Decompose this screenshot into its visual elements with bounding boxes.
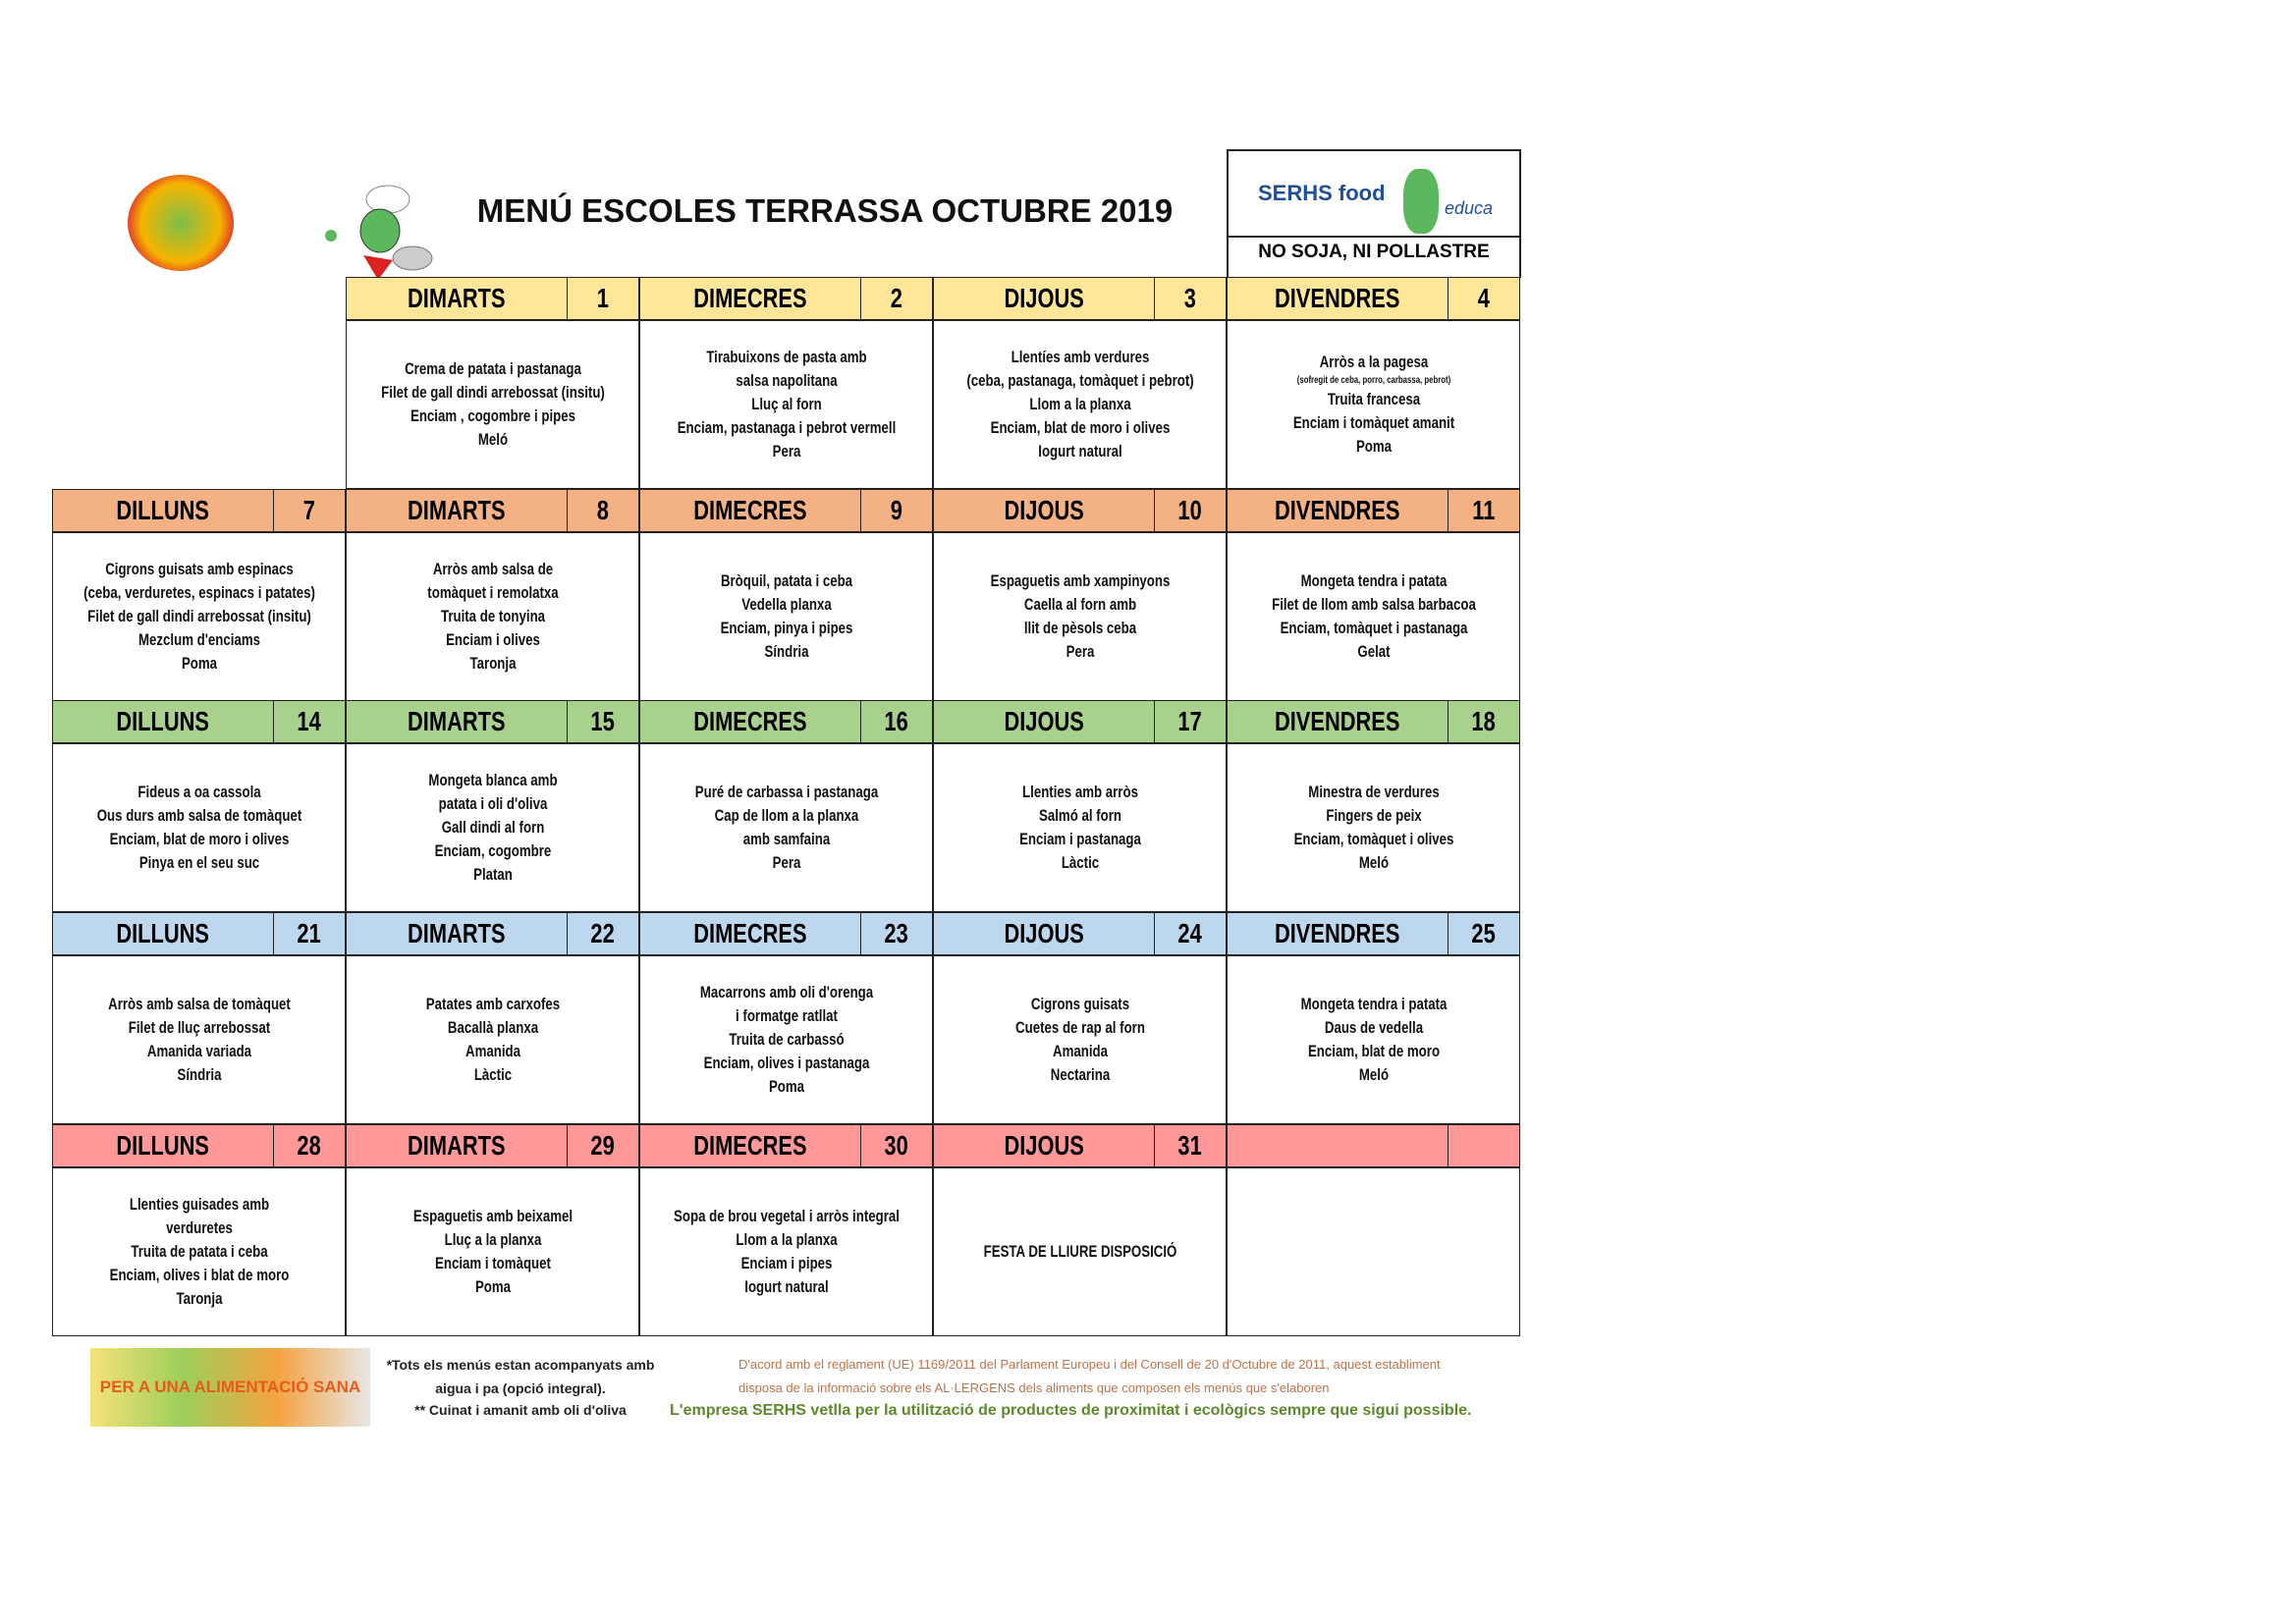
menu-item: Filet de gall dindi arrebossat (insitu) xyxy=(86,607,311,625)
menu-item: Taronja xyxy=(469,654,516,673)
day-menu xyxy=(639,743,933,912)
menu-item: Enciam, cogombre xyxy=(434,841,551,860)
day-name xyxy=(640,278,861,319)
menu-item: Enciam, olives i blat de moro xyxy=(109,1266,289,1284)
menu-item: Enciam, tomàquet i pastanaga xyxy=(1280,619,1467,637)
menu-item: Salmó al forn xyxy=(1038,806,1121,825)
day-name-text: DIMECRES xyxy=(693,495,807,525)
day-header xyxy=(1227,700,1520,743)
day-menu xyxy=(933,743,1227,912)
menu-item: Poma xyxy=(768,1077,804,1096)
frog-mascot-icon xyxy=(1403,169,1439,234)
menu-item: Cigrons guisats xyxy=(1030,995,1129,1013)
day-name-text: DIJOUS xyxy=(1004,918,1084,948)
day-name xyxy=(53,490,274,531)
day-name xyxy=(1228,913,1449,954)
menu-item: Gall dindi al forn xyxy=(441,818,544,837)
day-number xyxy=(568,701,638,742)
menu-item: Daus de vedella xyxy=(1324,1018,1423,1037)
day-number-text: 15 xyxy=(590,706,616,736)
day-name-text: DIVENDRES xyxy=(1275,283,1400,313)
day-number xyxy=(1449,913,1519,954)
day-header xyxy=(639,700,933,743)
day-header xyxy=(346,700,639,743)
day-number-text: 1 xyxy=(596,283,610,313)
day-number-text: 8 xyxy=(596,495,610,525)
day-name-text: DIMECRES xyxy=(693,283,807,313)
day-number-text: 22 xyxy=(590,918,616,948)
day-name-text: DIMARTS xyxy=(408,495,506,525)
menu-item: Síndria xyxy=(177,1065,221,1084)
page-title: MENÚ ESCOLES TERRASSA OCTUBRE 2019 xyxy=(476,192,1174,229)
menu-items xyxy=(644,569,928,664)
day-name-text: DIJOUS xyxy=(1004,706,1084,736)
menu-item: Enciam, tomàquet i olives xyxy=(1293,830,1453,848)
day-name xyxy=(934,490,1155,531)
day-number xyxy=(1449,490,1519,531)
day-name xyxy=(347,278,568,319)
day-menu xyxy=(933,1167,1227,1336)
day-header xyxy=(52,912,346,955)
day-number xyxy=(274,913,345,954)
day-name-text: DILLUNS xyxy=(116,495,210,525)
menu-item: Arròs amb salsa de tomàquet xyxy=(107,995,291,1013)
day-menu xyxy=(52,743,346,912)
menu-item: Bacallà planxa xyxy=(447,1018,538,1037)
day-number xyxy=(1155,913,1226,954)
menu-item: Mongeta tendra i patata xyxy=(1300,571,1447,590)
day-name xyxy=(1228,278,1449,319)
menu-item: Amanida xyxy=(465,1042,520,1060)
day-number-text: 25 xyxy=(1471,918,1497,948)
menu-item: Mezclum d'enciams xyxy=(137,630,260,649)
menu-item: Patates amb carxofes xyxy=(425,995,560,1013)
menu-item: Enciam i tomàquet xyxy=(434,1254,551,1272)
menu-item: Filet de llom amb salsa barbacoa xyxy=(1271,595,1476,614)
day-header xyxy=(933,912,1227,955)
menu-items xyxy=(57,1193,341,1311)
day-header xyxy=(639,1124,933,1167)
day-number xyxy=(568,913,638,954)
day-header xyxy=(933,1124,1227,1167)
menu-item: Pera xyxy=(772,853,800,872)
menu-item: Enciam, olives i pastanaga xyxy=(703,1054,869,1072)
menu-items xyxy=(57,993,341,1087)
day-name xyxy=(53,913,274,954)
day-number-text: 2 xyxy=(890,283,903,313)
menu-item: Filet de gall dindi arrebossat (insitu) xyxy=(380,383,605,402)
menu-item: Tirabuixons de pasta amb xyxy=(705,348,867,366)
day-name-text: DIMARTS xyxy=(408,283,506,313)
menu-item: Espaguetis amb beixamel xyxy=(412,1207,573,1225)
day-number-text: 10 xyxy=(1177,495,1203,525)
day-menu xyxy=(1227,1167,1520,1336)
menu-item: Arròs amb salsa de xyxy=(432,560,553,578)
day-number xyxy=(274,490,345,531)
menu-item: (sofregit de ceba, porro, carbassa, pebrot) xyxy=(1296,375,1450,386)
menu-item: Mongeta blanca amb xyxy=(427,771,558,789)
day-name-text: DIMARTS xyxy=(408,918,506,948)
menu-item: Fideus a oa cassola xyxy=(137,783,261,801)
menu-item: Amanida xyxy=(1052,1042,1108,1060)
menu-item: Poma xyxy=(1355,437,1392,456)
day-header xyxy=(346,1124,639,1167)
day-name xyxy=(1228,701,1449,742)
menu-item: Ous durs amb salsa de tomàquet xyxy=(96,806,301,825)
menu-item: Poma xyxy=(474,1277,511,1296)
day-number-text: 4 xyxy=(1477,283,1491,313)
day-menu xyxy=(52,955,346,1124)
day-number-text: 11 xyxy=(1472,495,1496,525)
menu-item: Enciam, pastanaga i pebrot vermell xyxy=(677,418,896,437)
day-header xyxy=(933,700,1227,743)
menu-item: i formatge ratllat xyxy=(735,1006,838,1025)
alimentem-logo xyxy=(128,175,234,271)
menu-item: FESTA DE LLIURE DISPOSICIÓ xyxy=(983,1242,1176,1261)
menu-items xyxy=(938,1240,1222,1264)
day-name-text: DIJOUS xyxy=(1004,495,1084,525)
menu-item: Truita de tonyina xyxy=(440,607,545,625)
day-name-text: DIVENDRES xyxy=(1275,706,1400,736)
allergen-legal-note: D'acord amb el reglament (UE) 1169/2011 del Parlament Europeu i del Consell de 20 d'Octubre de 2011, aquest establiment disposa de la informació sobre els AL·LERGENS dels aliments que composen els menús que s'elaboren xyxy=(738,1357,1441,1395)
menu-item: Enciam i tomàquet amanit xyxy=(1292,413,1454,432)
day-header xyxy=(1227,489,1520,532)
menu-item: Enciam, blat de moro xyxy=(1307,1042,1440,1060)
day-name xyxy=(347,913,568,954)
menu-item: Platan xyxy=(472,865,513,884)
day-number xyxy=(274,1125,345,1166)
day-menu xyxy=(346,955,639,1124)
day-number xyxy=(1155,490,1226,531)
day-menu xyxy=(52,1167,346,1336)
menu-item: Enciam, blat de moro i olives xyxy=(109,830,289,848)
menu-item: Poma xyxy=(181,654,217,673)
menu-item: amb samfaina xyxy=(742,830,830,848)
menu-item: Crema de patata i pastanaga xyxy=(404,359,581,378)
menu-item: Amanida variada xyxy=(146,1042,251,1060)
menu-items xyxy=(1231,781,1515,875)
day-number-text: 31 xyxy=(1177,1130,1203,1161)
day-header xyxy=(639,912,933,955)
menu-item: Enciam i pipes xyxy=(740,1254,832,1272)
day-name xyxy=(934,1125,1155,1166)
menu-items xyxy=(57,558,341,676)
footnote-oil: ** Cuinat i amanit amb oli d'oliva xyxy=(414,1402,627,1418)
menu-item: Meló xyxy=(477,430,508,449)
day-number-text: 30 xyxy=(884,1130,909,1161)
day-name xyxy=(640,490,861,531)
day-number xyxy=(1155,701,1226,742)
day-menu xyxy=(639,320,933,489)
day-name-text: DIVENDRES xyxy=(1275,918,1400,948)
proximity-note: L'empresa SERHS vetlla per la utilització de productes de proximitat i ecològics sempre que sigui possible. xyxy=(670,1402,1472,1419)
day-number-text: 7 xyxy=(302,495,316,525)
day-name-text: DIMARTS xyxy=(408,706,506,736)
menu-item: Pera xyxy=(772,442,800,460)
menu-item: Nectarina xyxy=(1050,1065,1110,1084)
menu-items xyxy=(938,346,1222,463)
menu-items xyxy=(1231,993,1515,1087)
day-menu xyxy=(346,320,639,489)
day-menu xyxy=(346,1167,639,1336)
day-header xyxy=(933,277,1227,320)
day-menu xyxy=(1227,743,1520,912)
day-number xyxy=(1449,278,1519,319)
day-number-text: 9 xyxy=(890,495,903,525)
day-menu xyxy=(639,1167,933,1336)
day-header xyxy=(52,489,346,532)
menu-item: (ceba, pastanaga, tomàquet i pebrot) xyxy=(965,371,1194,390)
menu-items xyxy=(644,346,928,463)
day-number-text: 29 xyxy=(590,1130,616,1161)
menu-items xyxy=(938,993,1222,1087)
day-name xyxy=(640,701,861,742)
menu-item: Puré de carbassa i pastanaga xyxy=(694,783,878,801)
day-menu xyxy=(346,532,639,701)
menu-item: Pinya en el seu suc xyxy=(138,853,259,872)
educa-logo: educa xyxy=(1445,198,1494,218)
menu-items xyxy=(57,781,341,875)
day-menu xyxy=(1227,320,1520,489)
day-header xyxy=(1227,1124,1520,1167)
menu-item: Enciam i olives xyxy=(445,630,540,649)
day-name-text: DIJOUS xyxy=(1004,283,1084,313)
day-number xyxy=(1155,1125,1226,1166)
menu-items xyxy=(351,1205,634,1299)
day-number xyxy=(861,278,932,319)
day-number xyxy=(1449,701,1519,742)
menu-item: Fingers de peix xyxy=(1325,806,1422,825)
day-header xyxy=(52,1124,346,1167)
menu-item: Mongeta tendra i patata xyxy=(1300,995,1447,1013)
menu-item: Làctic xyxy=(1061,853,1099,872)
menu-item: Enciam i pastanaga xyxy=(1018,830,1141,848)
day-name xyxy=(934,701,1155,742)
menu-item: (ceba, verduretes, espinacs i patates) xyxy=(82,583,315,602)
menu-item: Meló xyxy=(1358,853,1389,872)
menu-item: verduretes xyxy=(165,1218,233,1237)
menu-item: Espaguetis amb xampinyons xyxy=(990,571,1170,590)
day-name xyxy=(347,1125,568,1166)
menu-items xyxy=(644,1205,928,1299)
day-number-text: 28 xyxy=(297,1130,322,1161)
day-name-text: DIMECRES xyxy=(693,1130,807,1161)
menu-items xyxy=(1231,351,1515,459)
menu-item: Truita francesa xyxy=(1327,390,1420,408)
menu-item: tomàquet i remolatxa xyxy=(426,583,559,602)
day-header xyxy=(52,700,346,743)
menu-items xyxy=(351,357,634,452)
day-number-text: 18 xyxy=(1471,706,1497,736)
day-menu xyxy=(346,743,639,912)
menu-item: Llom a la planxa xyxy=(1028,395,1131,413)
serhs-logo: SERHS food xyxy=(1258,181,1386,205)
menu-item: Truita de patata i ceba xyxy=(130,1242,268,1261)
menu-item: Sopa de brou vegetal i arròs integral xyxy=(673,1207,900,1225)
day-number xyxy=(861,701,932,742)
menu-item: Làctic xyxy=(473,1065,512,1084)
day-name xyxy=(640,913,861,954)
menu-item: Minestra de verdures xyxy=(1307,783,1440,801)
menu-item: Cigrons guisats amb espinacs xyxy=(104,560,294,578)
menu-item: Vedella planxa xyxy=(740,595,832,614)
day-menu xyxy=(639,532,933,701)
menu-item: Meló xyxy=(1358,1065,1389,1084)
day-number-text: 23 xyxy=(884,918,909,948)
healthy-food-banner: PER A UNA ALIMENTACIÓ SANA xyxy=(90,1348,370,1427)
day-header xyxy=(346,912,639,955)
day-name xyxy=(934,278,1155,319)
day-name-text: DIVENDRES xyxy=(1275,495,1400,525)
day-menu xyxy=(933,955,1227,1124)
menu-items xyxy=(1231,569,1515,664)
day-header xyxy=(639,277,933,320)
menu-items xyxy=(351,769,634,887)
menu-item: Lluç a la planxa xyxy=(444,1230,541,1249)
serhs-logo-box xyxy=(1227,149,1521,278)
day-number xyxy=(1449,1125,1519,1166)
day-number-text: 17 xyxy=(1177,706,1203,736)
day-menu xyxy=(639,955,933,1124)
menu-item: Llenties guisades amb xyxy=(129,1195,269,1214)
day-header xyxy=(933,489,1227,532)
day-menu xyxy=(1227,532,1520,701)
day-number xyxy=(568,278,638,319)
day-number-text: 16 xyxy=(884,706,909,736)
menu-item: Iogurt natural xyxy=(1037,442,1122,460)
menu-items xyxy=(351,993,634,1087)
menu-item: Macarrons amb oli d'orenga xyxy=(699,983,873,1001)
day-menu xyxy=(52,532,346,701)
menu-item: Caella al forn amb xyxy=(1023,595,1136,614)
allergen-notice: NO SOJA, NI POLLASTRE xyxy=(1258,242,1490,262)
chef-frog-mascot-icon xyxy=(319,182,437,280)
menu-item: llit de pèsols ceba xyxy=(1023,619,1136,637)
day-number xyxy=(1155,278,1226,319)
day-header xyxy=(346,277,639,320)
menu-item: Taronja xyxy=(176,1289,222,1308)
menu-item: Llom a la planxa xyxy=(735,1230,838,1249)
footnote-drinks: *Tots els menús estan acompanyats amb aigua i pa (opció integral). xyxy=(386,1357,655,1396)
day-name xyxy=(53,1125,274,1166)
day-name xyxy=(347,490,568,531)
day-header xyxy=(346,489,639,532)
menu-item: salsa napolitana xyxy=(735,371,838,390)
day-number xyxy=(568,1125,638,1166)
menu-items xyxy=(351,558,634,676)
menu-item: Llentíes amb verdures xyxy=(1011,348,1149,366)
menu-items xyxy=(938,569,1222,664)
day-number xyxy=(861,1125,932,1166)
day-name-text: DILLUNS xyxy=(116,918,210,948)
day-name xyxy=(53,701,274,742)
menu-item: Iogurt natural xyxy=(743,1277,829,1296)
menu-items xyxy=(644,781,928,875)
day-number xyxy=(861,913,932,954)
menu-item: Enciam, blat de moro i olives xyxy=(990,418,1170,437)
day-name-text: DIMECRES xyxy=(693,918,807,948)
menu-items xyxy=(938,781,1222,875)
menu-item: Truita de carbassó xyxy=(728,1030,845,1049)
day-name-text: DIMECRES xyxy=(693,706,807,736)
day-name xyxy=(934,913,1155,954)
day-header xyxy=(639,489,933,532)
day-number-text: 24 xyxy=(1177,918,1203,948)
menu-item: Gelat xyxy=(1356,642,1391,661)
menu-item: Filet de lluç arrebossat xyxy=(128,1018,270,1037)
menu-item: Síndria xyxy=(764,642,808,661)
day-number xyxy=(568,490,638,531)
day-menu xyxy=(933,532,1227,701)
day-number-text: 21 xyxy=(297,918,322,948)
menu-item: patata i oli d'oliva xyxy=(438,794,547,813)
day-menu xyxy=(1227,955,1520,1124)
menu-item: Enciam, pinya i pipes xyxy=(720,619,852,637)
day-name-text: DIMARTS xyxy=(408,1130,506,1161)
day-header xyxy=(1227,912,1520,955)
day-number xyxy=(861,490,932,531)
day-number-text: 14 xyxy=(297,706,322,736)
day-name-text: DIJOUS xyxy=(1004,1130,1084,1161)
menu-item: Enciam , cogombre i pipes xyxy=(410,406,575,425)
day-name-text: DILLUNS xyxy=(116,706,210,736)
menu-item: Cap de llom a la planxa xyxy=(714,806,858,825)
menu-item: Arròs a la pagesa xyxy=(1319,352,1428,371)
day-number-text: 3 xyxy=(1183,283,1197,313)
day-name-text: DILLUNS xyxy=(116,1130,210,1161)
menu-item: Cuetes de rap al forn xyxy=(1014,1018,1145,1037)
menu-item: Lluç al forn xyxy=(750,395,822,413)
menu-item: Bròquil, patata i ceba xyxy=(720,571,852,590)
day-name xyxy=(640,1125,861,1166)
day-name xyxy=(1228,1125,1449,1166)
day-header xyxy=(1227,277,1520,320)
day-number xyxy=(274,701,345,742)
menu-items xyxy=(644,981,928,1099)
day-name xyxy=(347,701,568,742)
menu-item: Pera xyxy=(1066,642,1094,661)
day-name xyxy=(1228,490,1449,531)
menu-item: Llenties amb arròs xyxy=(1021,783,1138,801)
day-menu xyxy=(933,320,1227,489)
